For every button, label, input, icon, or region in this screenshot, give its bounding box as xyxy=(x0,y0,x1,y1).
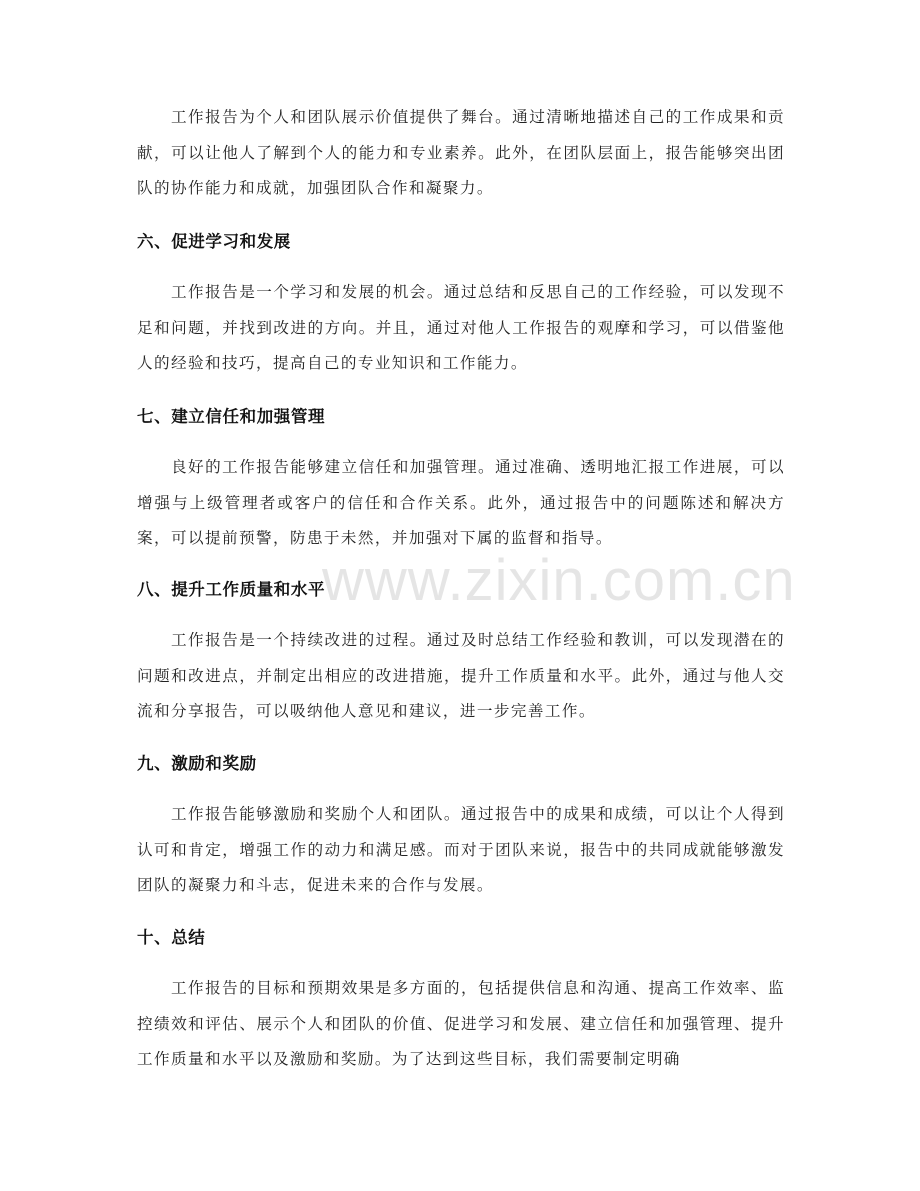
paragraph-learning-development: 工作报告是一个学习和发展的机会。通过总结和反思自己的工作经验，可以发现不足和问题，并找到改进的方向。并且，通过对他人工作报告的观摩和学习，可以借鉴他人的经验和技巧，提高自己的专业知识和工作能力。 xyxy=(137,283,785,372)
heading-summary: 十、总结 xyxy=(137,928,206,947)
paragraph-value-showcase: 工作报告为个人和团队展示价值提供了舞台。通过清晰地描述自己的工作成果和贡献，可以让他人了解到个人的能力和专业素养。此外，在团队层面上，报告能够突出团队的协作能力和成就，加强团队合作和凝聚力。 xyxy=(137,108,785,197)
heading-motivation-reward: 九、激励和奖励 xyxy=(137,754,257,773)
paragraph-summary: 工作报告的目标和预期效果是多方面的，包括提供信息和沟通、提高工作效率、监控绩效和评估、展示个人和团队的价值、促进学习和发展、建立信任和加强管理、提升工作质量和水平以及激励和奖励。为了达到这些目标，我们需要制定明确 xyxy=(137,979,785,1068)
paragraph-quality-improvement: 工作报告是一个持续改进的过程。通过及时总结工作经验和教训，可以发现潜在的问题和改进点，并制定出相应的改进措施，提升工作质量和水平。此外，通过与他人交流和分享报告，可以吸纳他人意见和建议，进一步完善工作。 xyxy=(137,631,785,720)
heading-quality-improvement: 八、提升工作质量和水平 xyxy=(137,580,326,599)
watermark: www.zixin.com.cn xyxy=(322,548,796,613)
paragraph-motivation-reward: 工作报告能够激励和奖励个人和团队。通过报告中的成果和成绩，可以让个人得到认可和肯定，增强工作的动力和满足感。而对于团队来说，报告中的共同成就能够激发团队的凝聚力和斗志，促进未来的合作与发展。 xyxy=(137,805,785,894)
paragraph-trust-management: 良好的工作报告能够建立信任和加强管理。通过准确、透明地汇报工作进展，可以增强与上级管理者或客户的信任和合作关系。此外，通过报告中的问题陈述和解决方案，可以提前预警，防患于未然，并加强对下属的监督和指导。 xyxy=(137,458,785,547)
heading-learning-development: 六、促进学习和发展 xyxy=(137,232,291,251)
heading-trust-management: 七、建立信任和加强管理 xyxy=(137,407,326,426)
